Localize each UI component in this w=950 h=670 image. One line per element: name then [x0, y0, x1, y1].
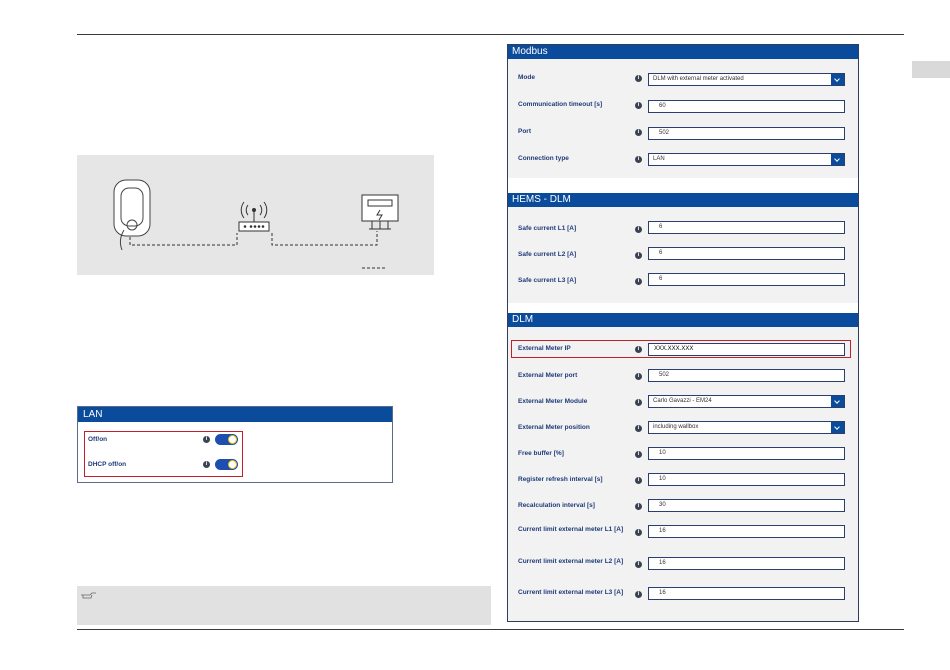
side-tab: [912, 61, 950, 78]
current-limit-l3-label: Current limit external meter L3 [A]: [518, 589, 624, 596]
info-icon[interactable]: i: [635, 373, 642, 380]
current-limit-l1-label: Current limit external meter L1 [A]: [518, 526, 624, 533]
connection-type-label: Connection type: [518, 155, 569, 162]
external-meter-ip-label: External Meter IP: [518, 345, 571, 352]
mode-select[interactable]: [648, 73, 845, 86]
port-label: Port: [518, 128, 531, 135]
current-limit-l2-label: Current limit external meter L2 [A]: [518, 558, 624, 565]
external-meter-module-value: Carlo Gavazzi - EM24: [653, 398, 712, 404]
port-input[interactable]: 502: [648, 127, 845, 140]
communication-timeout-input[interactable]: 60: [648, 100, 845, 113]
mode-label: Mode: [518, 74, 535, 81]
lan-off-on-label: Off/on: [88, 436, 108, 443]
info-icon[interactable]: i: [635, 252, 642, 259]
info-icon[interactable]: i: [635, 346, 642, 353]
external-meter-ip-input[interactable]: XXX.XXX.XXX: [648, 343, 845, 356]
external-meter-position-select[interactable]: [648, 421, 845, 434]
external-meter-position-value: including wallbox: [653, 424, 699, 430]
current-limit-l3-input[interactable]: 16: [648, 587, 845, 600]
info-icon[interactable]: i: [635, 129, 642, 136]
connection-type-value: LAN: [653, 156, 665, 162]
dlm-section: [508, 313, 858, 621]
safe-current-l3-input[interactable]: 6: [648, 273, 845, 286]
info-icon[interactable]: i: [635, 477, 642, 484]
info-icon[interactable]: i: [635, 278, 642, 285]
safe-current-l1-input[interactable]: 6: [648, 221, 845, 234]
current-limit-l1-input[interactable]: 16: [648, 525, 845, 538]
dlm-title: DLM: [508, 313, 858, 327]
connection-type-select[interactable]: [648, 153, 845, 166]
chevron-down-icon: [831, 74, 844, 85]
safe-current-l2-label: Safe current L2 [A]: [518, 251, 577, 258]
info-icon[interactable]: i: [635, 156, 642, 163]
lan-off-on-toggle[interactable]: [215, 434, 238, 445]
external-meter-module-select[interactable]: [648, 395, 845, 408]
info-icon[interactable]: i: [635, 102, 642, 109]
info-icon[interactable]: i: [635, 451, 642, 458]
toggle-knob: [228, 460, 237, 469]
info-icon[interactable]: i: [635, 75, 642, 82]
lan-panel-title: LAN: [78, 407, 392, 422]
toggle-knob: [228, 435, 237, 444]
info-icon[interactable]: i: [635, 529, 642, 536]
register-refresh-interval-label: Register refresh interval [s]: [518, 476, 603, 483]
info-icon[interactable]: i: [635, 503, 642, 510]
hand-pointer-icon: [80, 589, 98, 599]
mode-value: DLM with external meter activated: [653, 76, 744, 82]
safe-current-l3-label: Safe current L3 [A]: [518, 277, 577, 284]
dhcp-off-on-toggle[interactable]: [215, 459, 238, 470]
settings-panel: [507, 44, 859, 622]
recalculation-interval-input[interactable]: 30: [648, 499, 845, 512]
chevron-down-icon: [831, 422, 844, 433]
free-buffer-input[interactable]: 10: [648, 447, 845, 460]
router-icon: [239, 202, 269, 231]
info-icon[interactable]: i: [635, 591, 642, 598]
info-icon[interactable]: i: [635, 561, 642, 568]
dhcp-off-on-label: DHCP off/on: [88, 461, 127, 468]
info-icon[interactable]: i: [635, 425, 642, 432]
external-meter-module-label: External Meter Module: [518, 398, 588, 405]
safe-current-l2-input[interactable]: 6: [648, 247, 845, 260]
chevron-down-icon: [831, 396, 844, 407]
connection-diagram: [77, 155, 434, 275]
chevron-down-icon: [831, 154, 844, 165]
safe-current-l1-label: Safe current L1 [A]: [518, 225, 577, 232]
bottom-rule: [77, 629, 904, 630]
wallbox-icon: [114, 180, 150, 250]
modbus-title: Modbus: [508, 45, 858, 59]
top-rule: [77, 34, 904, 35]
info-icon[interactable]: i: [635, 226, 642, 233]
energy-meter-icon: [362, 195, 398, 229]
communication-timeout-label: Communication timeout [s]: [518, 101, 603, 108]
info-icon[interactable]: i: [635, 399, 642, 406]
register-refresh-interval-input[interactable]: 10: [648, 473, 845, 486]
external-meter-position-label: External Meter position: [518, 424, 590, 431]
external-meter-port-label: External Meter port: [518, 372, 578, 379]
lan-settings-panel: [77, 406, 393, 483]
hems-dlm-title: HEMS - DLM: [508, 193, 858, 207]
wallbox-router-meter-illustration: [77, 155, 434, 275]
external-meter-port-input[interactable]: 502: [648, 369, 845, 382]
info-icon[interactable]: i: [203, 436, 210, 443]
recalculation-interval-label: Recalculation interval [s]: [518, 502, 595, 509]
free-buffer-label: Free buffer [%]: [518, 450, 564, 457]
note-box: [77, 586, 491, 625]
info-icon[interactable]: i: [203, 461, 210, 468]
current-limit-l2-input[interactable]: 16: [648, 557, 845, 570]
